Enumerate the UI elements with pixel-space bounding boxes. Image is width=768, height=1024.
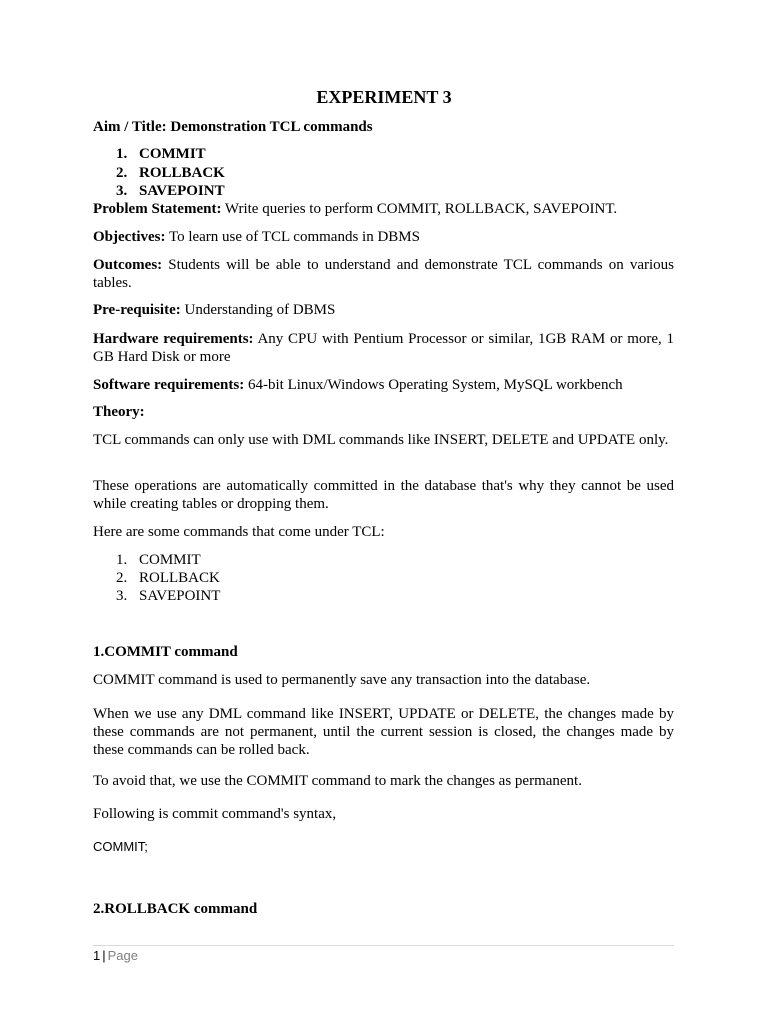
objectives-text: To learn use of TCL commands in DBMS <box>165 229 420 245</box>
list-text: COMMIT <box>139 552 201 568</box>
list-number: 3. <box>116 588 128 604</box>
page-label: Page <box>107 948 138 963</box>
problem-label: Problem Statement: <box>93 201 222 217</box>
software-text: 64-bit Linux/Windows Operating System, MySQL workbench <box>244 377 623 393</box>
theory-heading: Theory: <box>93 404 145 420</box>
outcomes <box>93 256 674 292</box>
objectives <box>93 228 674 246</box>
prerequisite <box>93 301 674 319</box>
prereq-text: Understanding of DBMS <box>180 302 336 318</box>
list-number: 2. <box>116 165 128 181</box>
outcomes-text: Students will be able to understand and demonstrate TCL commands on various tables. <box>93 257 674 291</box>
list-text: SAVEPOINT <box>139 588 221 604</box>
commit-paragraph-4: Following is commit command's syntax, <box>93 806 337 822</box>
software-label: Software requirements: <box>93 377 245 393</box>
theory-paragraph-3: Here are some commands that come under TCL: <box>93 524 385 540</box>
problem-text: Write queries to perform COMMIT, ROLLBACK, SAVEPOINT. <box>221 201 618 217</box>
list-number: 2. <box>116 570 128 586</box>
footer-separator: | <box>102 948 106 963</box>
software-requirements <box>93 376 674 394</box>
commit-paragraph-2: When we use any DML command like INSERT, UPDATE or DELETE, the changes made by these commands are not permanent, until the current session is closed, the changes made by these commands can be rolled back. <box>93 706 674 758</box>
commit-heading: 1.COMMIT command <box>93 644 238 660</box>
list-text: SAVEPOINT <box>139 183 225 199</box>
problem-statement <box>93 200 674 218</box>
list-text: COMMIT <box>139 146 206 162</box>
list-text: ROLLBACK <box>139 165 225 181</box>
commit-paragraph-3: To avoid that, we use the COMMIT command to mark the changes as permanent. <box>93 773 582 789</box>
list-number: 1. <box>116 146 128 162</box>
document-title: EXPERIMENT 3 <box>316 87 452 107</box>
commit-code: COMMIT; <box>93 839 148 854</box>
list-text: ROLLBACK <box>139 570 220 586</box>
objectives-label: Objectives: <box>93 229 166 245</box>
commit-paragraph-1: COMMIT command is used to permanently save any transaction into the database. <box>93 672 591 688</box>
page-number: 1 <box>93 948 101 963</box>
rollback-heading: 2.ROLLBACK command <box>93 901 258 917</box>
footer-divider <box>93 945 674 946</box>
list-number: 1. <box>116 552 128 568</box>
prereq-label: Pre-requisite: <box>93 302 181 318</box>
hardware-text: Any CPU with Pentium Processor or similar, 1GB RAM or more, 1 GB Hard Disk or more <box>93 331 675 365</box>
aim-title: Aim / Title: Demonstration TCL commands <box>93 119 373 135</box>
outcomes-label: Outcomes: <box>93 257 163 273</box>
hardware-label: Hardware requirements: <box>93 331 254 347</box>
theory-paragraph-2: These operations are automatically committed in the database that's why they cannot be used while creating tables or dropping them. <box>93 478 674 512</box>
list-number: 3. <box>116 183 128 199</box>
page-footer <box>93 948 138 963</box>
hardware-requirements <box>93 330 674 366</box>
theory-paragraph-1: TCL commands can only use with DML commands like INSERT, DELETE and UPDATE only. <box>93 432 669 448</box>
